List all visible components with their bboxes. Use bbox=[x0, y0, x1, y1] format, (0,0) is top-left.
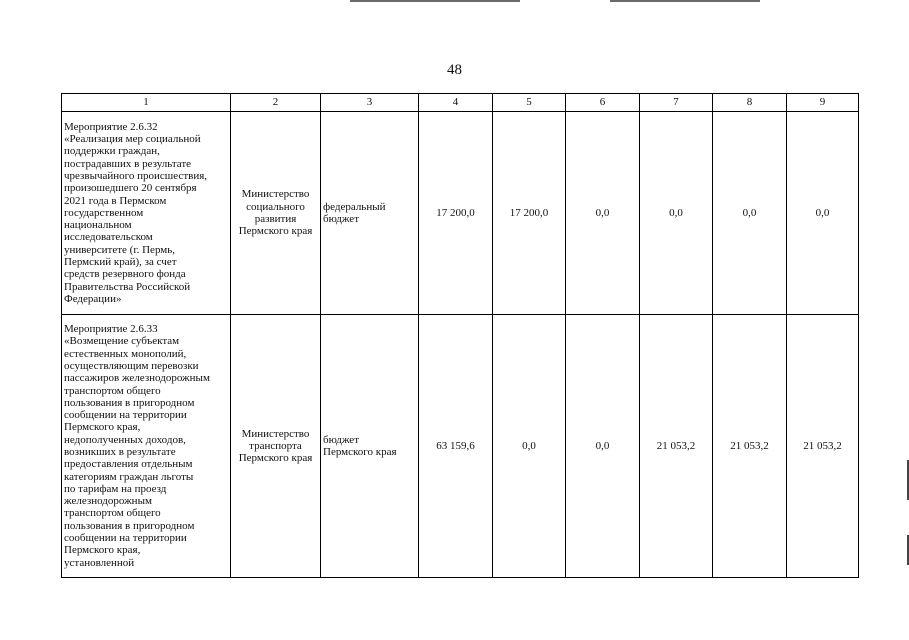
value-cell: 0,0 bbox=[566, 315, 640, 578]
value-cell: 0,0 bbox=[640, 112, 713, 315]
scan-artifact-top-left bbox=[350, 0, 520, 2]
funding-source-cell: федеральный бюджет bbox=[321, 112, 419, 315]
budget-table bbox=[61, 93, 859, 578]
column-header: 7 bbox=[640, 94, 713, 112]
executor-cell: Министерство транспорта Пермского края bbox=[231, 315, 321, 578]
column-header: 3 bbox=[321, 94, 419, 112]
column-header: 1 bbox=[62, 94, 231, 112]
value-cell: 21 053,2 bbox=[787, 315, 859, 578]
column-header: 8 bbox=[713, 94, 787, 112]
executor-cell: Министерство социального развития Пермского края bbox=[231, 112, 321, 315]
table-row bbox=[62, 315, 859, 578]
column-header: 6 bbox=[566, 94, 640, 112]
value-cell: 17 200,0 bbox=[419, 112, 493, 315]
column-header: 5 bbox=[493, 94, 566, 112]
column-header: 9 bbox=[787, 94, 859, 112]
measure-description: Мероприятие 2.6.33 «Возмещение субъектам естественных монополий, осуществляющим перевозки пассажиров железнодорожным транспортом общего пользования в пригородном сообщении на территории Пермского края, недополученных доходов, возникших в результате предоставления отдельным категориям граждан льготы по тарифам на проезд железнодорожным транспортом общего пользования в пригородном сообщении на территории Пермского края, установленной bbox=[62, 315, 231, 578]
column-header: 2 bbox=[231, 94, 321, 112]
table-row bbox=[62, 112, 859, 315]
value-cell: 0,0 bbox=[713, 112, 787, 315]
measure-description: Мероприятие 2.6.32 «Реализация мер социальной поддержки граждан, пострадавших в результате чрезвычайного происшествия, произошедшего 20 сентября 2021 года в Пермском государственном национальном исследовательском университете (г. Пермь, Пермский край), за счет средств резервного фонда Правительства Российской Федерации» bbox=[62, 112, 231, 315]
page-number: 48 bbox=[447, 62, 462, 78]
value-cell: 21 053,2 bbox=[640, 315, 713, 578]
value-cell: 0,0 bbox=[787, 112, 859, 315]
funding-source-cell: бюджет Пермского края bbox=[321, 315, 419, 578]
scan-artifact-top-right bbox=[610, 0, 760, 2]
value-cell: 0,0 bbox=[566, 112, 640, 315]
column-header: 4 bbox=[419, 94, 493, 112]
value-cell: 21 053,2 bbox=[713, 315, 787, 578]
value-cell: 17 200,0 bbox=[493, 112, 566, 315]
value-cell: 0,0 bbox=[493, 315, 566, 578]
table-header-row bbox=[62, 94, 859, 112]
value-cell: 63 159,6 bbox=[419, 315, 493, 578]
